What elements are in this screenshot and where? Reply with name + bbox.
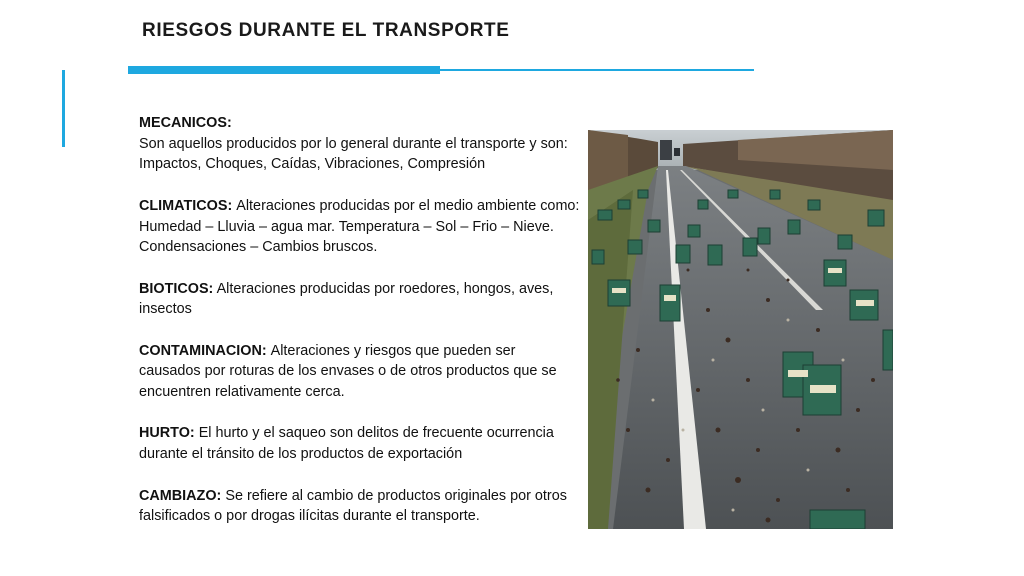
section-label: CLIMATICOS:: [139, 197, 237, 214]
section-text: Alteraciones y riesgos que pueden ser causados por roturas de los envases o de otros productos que se encuentren relativamente cerca.: [139, 342, 557, 401]
section-text: Son aquellos producidos por lo general durante el transporte y son: Impactos, Choques, Caídas, Vibraciones, Compresión: [139, 135, 568, 173]
title-underline-thick: [128, 66, 440, 74]
road-spill-photo: [588, 130, 893, 529]
section-mecanicos: [139, 113, 581, 175]
title-underline-thin: [440, 69, 754, 71]
section-label: CONTAMINACION:: [139, 342, 271, 359]
section-text: El hurto y el saqueo son delitos de frecuente ocurrencia durante el tránsito de los productos de exportación: [139, 425, 554, 463]
left-accent-bar: [62, 70, 65, 147]
section-label: MECANICOS:: [139, 115, 232, 131]
section-contaminacion: [139, 341, 581, 403]
section-bioticos: [139, 279, 581, 320]
section-text: Alteraciones producidas por el medio ambiente como: Humedad – Lluvia – agua mar. Temperatura – Sol – Frio – Nieve. Condensaciones – Cambios bruscos.: [139, 197, 580, 256]
slide-title: RIESGOS DURANTE EL TRANSPORTE: [142, 20, 510, 41]
section-label: HURTO:: [139, 425, 195, 442]
risk-list: [139, 113, 581, 527]
section-text: Se refiere al cambio de productos originales por otros falsificados o por drogas ilícitas durante el transporte.: [139, 487, 567, 525]
section-cambiazo: [139, 486, 581, 527]
section-label: BIOTICOS:: [139, 280, 214, 297]
section-label: CAMBIAZO:: [139, 487, 222, 504]
section-text: Alteraciones producidas por roedores, hongos, aves, insectos: [139, 280, 554, 318]
photo-illustration: [588, 130, 893, 529]
section-climaticos: [139, 196, 581, 258]
section-hurto: [139, 423, 581, 464]
